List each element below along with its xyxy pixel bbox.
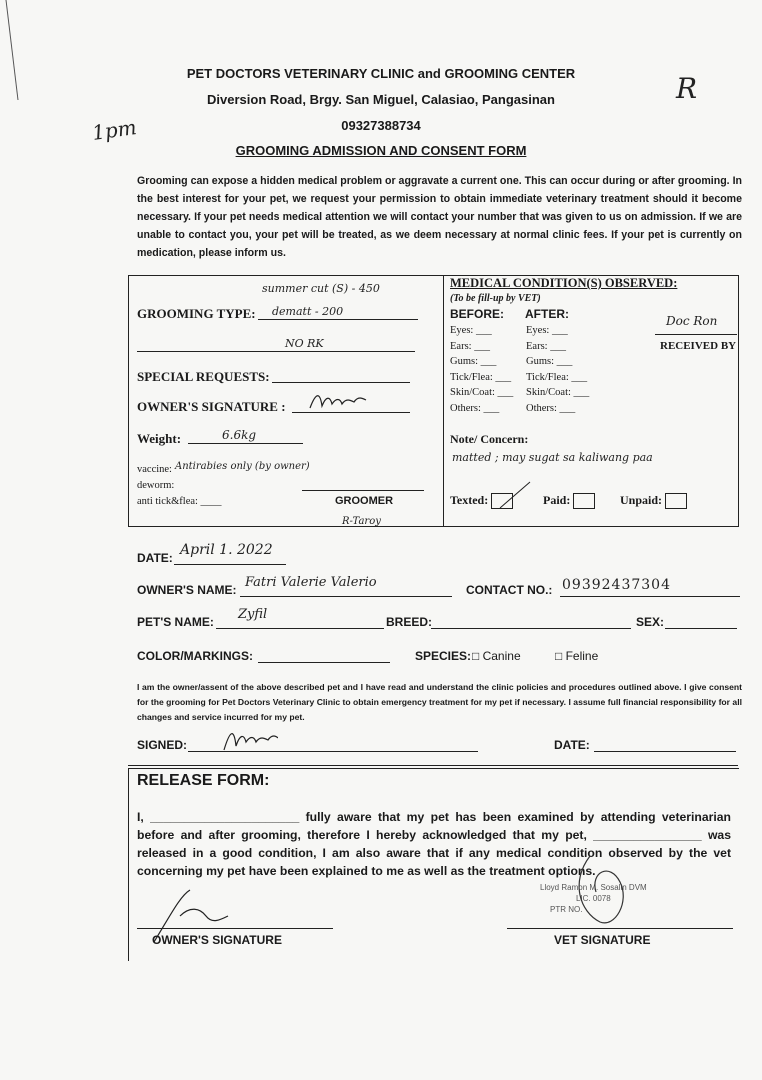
pet-name-label: PET'S NAME: [137,615,214,629]
grooming-type-line3[interactable]: NO RK [285,337,324,350]
date-value[interactable]: April 1. 2022 [180,542,273,558]
texted-check-mark [498,480,532,512]
groomer-line [302,490,424,491]
date-line [174,564,286,565]
sex-label: SEX: [636,615,665,629]
owner-name-label: OWNER'S NAME: [137,583,237,597]
before-condition-3[interactable]: Tick/Flea: ___ [450,371,512,383]
form-title: GROOMING ADMISSION AND CONSENT FORM [235,143,527,158]
after-label: AFTER: [525,307,569,321]
before-conditions [450,325,513,419]
intro-paragraph: Grooming can expose a hidden medical problem or aggravate a current one. This can occur during or after grooming. In the best interest for your pet, we request your permission to obtain immediate veterinary treatment should it become necessary. If your pet needs medical attention we will contact your number that was given to us on admission. If we are unable to contact you, your pet will be treated, as we deem necessary at normal clinic fees. If your pet is currently on medication, please inform us. [137,175,742,259]
grooming-type-line2[interactable]: dematt - 200 [272,305,344,318]
before-condition-1[interactable]: Ears: ___ [450,340,490,352]
vaccine-label: vaccine: [137,464,172,475]
release-top-line [128,765,738,766]
species-label: SPECIES: [415,649,472,663]
unpaid-checkbox[interactable] [665,493,687,509]
date-label: DATE: [137,551,173,565]
special-requests-label: SPECIAL REQUESTS: [137,369,270,384]
corner-mark: R [676,72,698,105]
texted-text: Texted: [450,493,489,507]
after-condition-3[interactable]: Tick/Flea: ___ [526,371,588,383]
after-condition-5[interactable]: Others: ___ [526,402,576,414]
anti-tick-label: anti tick&flea: ____ [137,496,222,507]
clinic-name: PET DOCTORS VETERINARY CLINIC and GROOMING CENTER [186,66,576,81]
paid-checkbox[interactable] [573,493,595,509]
color-line[interactable] [258,662,390,663]
medical-subtitle: (To be fill-up by VET) [450,293,541,304]
species-canine[interactable]: □ Canine [472,649,521,663]
vet-stamp-ptr: PTR NO. [550,905,583,914]
vet-stamp-lic: LIC. 0078 [576,894,611,903]
paid-text: Paid: [543,493,571,507]
contact-value[interactable]: 09392437304 [562,577,671,593]
vet-signature-label: VET SIGNATURE [554,933,651,947]
vet-signature-scribble [560,852,640,932]
release-title: RELEASE FORM: [137,772,270,789]
groomer-value[interactable]: R-Taroy [342,516,381,527]
after-condition-4[interactable]: Skin/Coat: ___ [526,387,590,399]
owner-name-line [240,596,452,597]
deworm-label: deworm: [137,480,175,491]
sex-line[interactable] [665,628,737,629]
clinic-phone: 09327388734 [341,118,421,133]
signed-label: SIGNED: [137,738,188,752]
owner-signature-scribble [308,390,368,412]
groomer-label: GROOMER [335,495,394,507]
after-condition-2[interactable]: Gums: ___ [526,356,573,368]
received-by-value[interactable]: Doc Ron [666,314,718,328]
breed-label: BREED: [386,615,433,629]
weight-value[interactable]: 6.6kg [222,428,257,442]
grooming-type-line1[interactable]: summer cut (S) - 450 [262,282,380,295]
pet-name-line [216,628,384,629]
grooming-type-line [258,319,418,320]
owner-release-signature-label: OWNER'S SIGNATURE [152,933,282,947]
note-value[interactable]: matted ; may sugat sa kaliwang paa [452,451,653,464]
owner-release-sign-line[interactable] [137,928,333,929]
species-feline-text: Feline [565,649,599,663]
special-requests-line[interactable] [272,382,410,383]
signed-date-label: DATE: [554,738,590,752]
release-paragraph: I, ______________________ fully aware that my pet has been examined by attending veterinarian before and after grooming, therefore I hereby acknowledged that my pet, ________________ was released in a good condition, I am also aware that if any medical condition observed by the vet concerning my pet have been explained to me as well as the treatment options. [137,810,731,878]
before-condition-4[interactable]: Skin/Coat: ___ [450,387,514,399]
before-condition-2[interactable]: Gums: ___ [450,356,497,368]
grooming-extra-line [137,351,415,352]
owner-signature-label: OWNER'S SIGNATURE : [137,399,286,414]
color-label: COLOR/MARKINGS: [137,649,253,663]
pet-name-value[interactable]: Zyfil [238,607,268,622]
note-label: Note/ Concern: [450,432,529,446]
grooming-type-label: GROOMING TYPE: [137,306,256,321]
unpaid-label [620,493,687,509]
clinic-address: Diversion Road, Brgy. San Miguel, Calasiao, Pangasinan [207,92,555,107]
owner-name-value[interactable]: Fatri Valerie Valerio [245,575,377,590]
weight-line [188,443,303,444]
before-label: BEFORE: [450,307,504,321]
medical-title: MEDICAL CONDITION(S) OBSERVED: [450,276,678,290]
vet-stamp-name: Lloyd Ramon M. Sosalin DVM [540,883,647,892]
contact-line [560,596,740,597]
after-condition-1[interactable]: Ears: ___ [526,340,566,352]
before-condition-5[interactable]: Others: ___ [450,402,500,414]
species-feline[interactable]: □ Feline [555,649,599,663]
vaccine-value[interactable]: Antirabies only (by owner) [175,461,310,472]
contact-label: CONTACT NO.: [466,583,553,597]
before-condition-0[interactable]: Eyes: ___ [450,325,492,336]
consent-paragraph: I am the owner/assent of the above described pet and I have read and understand the clinic policies and procedures outlined above. I give consent for the grooming for Pet Doctors Veterinary Clinic to obtain emergency treatment for my pet if necessary. I assume full financial responsibility for all changes and service incurred for my pet. [137,682,742,722]
paid-label [543,493,595,509]
time-note: 1pm [90,115,138,145]
received-by-label: RECEIVED BY [660,340,737,352]
after-conditions [526,325,589,419]
unpaid-text: Unpaid: [620,493,663,507]
breed-line[interactable] [431,628,631,629]
received-by-line [655,334,737,335]
weight-label: Weight: [137,431,182,446]
vet-sign-line[interactable] [507,928,733,929]
owner-signature-line[interactable] [292,412,410,413]
after-condition-0[interactable]: Eyes: ___ [526,325,568,336]
signed-date-line[interactable] [594,751,736,752]
species-canine-text: Canine [482,649,521,663]
signed-scribble [222,726,278,754]
